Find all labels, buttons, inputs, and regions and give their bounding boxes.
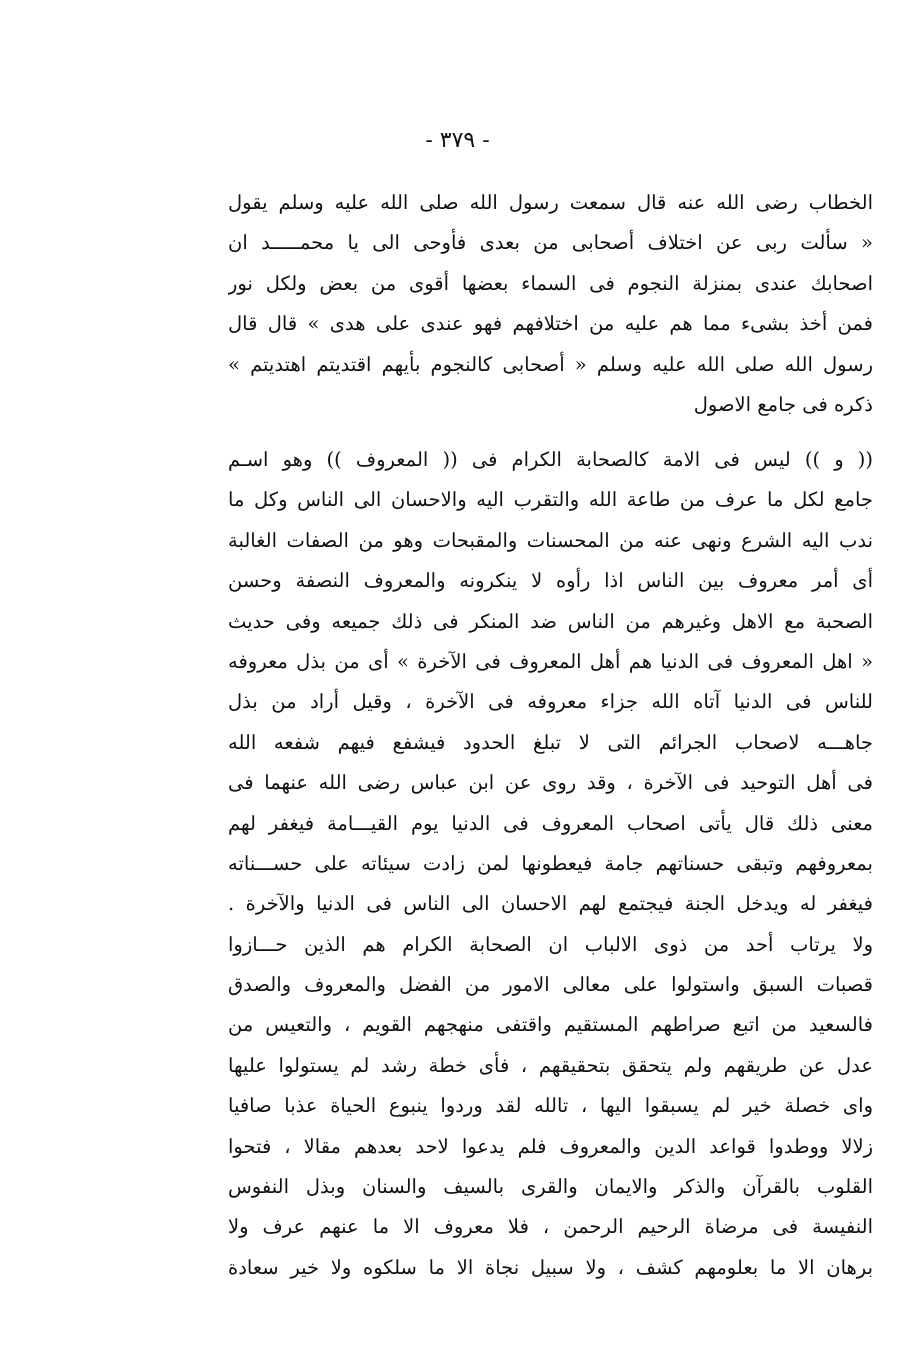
paragraph-1 xyxy=(228,183,873,425)
text-line: برهان الا ما بعلومهم كشف ، ولا سبيل نجاة الا ما سلكوه ولا خير سعادة xyxy=(228,1255,873,1279)
text-line: ندب اليه الشرع ونهى عنه من المحسنات والمقبحات وهو من الصفات الغالبة xyxy=(228,528,873,552)
text-line: فى أهل التوحيد فى الآخرة ، وقد روى عن ابن عباس رضى الله عنهما فى xyxy=(228,771,873,795)
text-line: واى خصلة خير لم يسبقوا اليها ، تالله لقد وردوا ينبوع الحياة عذبا صافيا xyxy=(228,1094,873,1118)
text-line: جاهـــه لاصحاب الجرائم التى لا تبلغ الحدود فيشفع فيهم شفعه الله xyxy=(228,730,873,754)
text-line: (( و )) ليس فى الامة كالصحابة الكرام فى (( المعروف )) وهو اسـم xyxy=(228,448,873,471)
paragraph-2 xyxy=(228,440,873,1288)
text-line: للناس فى الدنيا آتاه الله جزاء معروفه فى الآخرة ، وقيل أراد من بذل xyxy=(228,690,873,714)
text-line: فيغفر له ويدخل الجنة فيجتمع لهم الاحسان الى الناس فى الدنيا والآخرة . xyxy=(228,892,873,916)
text-line: النفيسة فى مرضاة الرحيم الرحمن ، فلا معروف الا ما عنهم عرف ولا xyxy=(228,1215,873,1239)
text-line: رسول الله صلى الله عليه وسلم « أصحابى كالنجوم بأيهم اقتديتم اهتديتم » xyxy=(228,352,873,376)
text-line: « سألت ربى عن اختلاف أصحابى من بعدى فأوحى الى يا محمـــــد ان xyxy=(228,231,873,255)
text-line: القلوب بالقرآن والذكر والايمان والقرى بالسيف والسنان وبذل النفوس xyxy=(228,1175,873,1199)
text-line: قصبات السبق واستولوا على معالى الامور من الفضل والمعروف والصدق xyxy=(228,973,873,997)
text-line: « اهل المعروف فى الدنيا هم أهل المعروف فى الآخرة » أى من بذل معروفه xyxy=(228,649,873,673)
text-line: عدل عن طريقهم ولم يتحقق بتحقيقهم ، فأى خطة رشد لم يستولوا عليها xyxy=(228,1053,873,1077)
text-line: فالسعيد من اتبع صراطهم المستقيم واقتفى منهجهم القويم ، والتعيس من xyxy=(228,1013,873,1037)
text-line: بمعروفهم وتبقى حسناتهم جامة فيعطونها لمن زادت سيئاته على حســـناته xyxy=(228,851,873,875)
text-line: معنى ذلك قال يأتى اصحاب المعروف فى الدنيا يوم القيـــامة فيغفر لهم xyxy=(228,811,873,835)
text-line: ولا يرتاب أحد من ذوى الالباب ان الصحابة الكرام هم الذين حـــازوا xyxy=(228,932,873,956)
text-line: ذكره فى جامع الاصول xyxy=(693,392,873,416)
text-line: زلالا ووطدوا قواعد الدين والمعروف فلم يدعوا لاحد بعدهم مقالا ، فتحوا xyxy=(228,1134,873,1158)
text-line: الخطاب رضى الله عنه قال سمعت رسول الله صلى الله عليه وسلم يقول xyxy=(228,191,873,214)
page-number: - ٣٧٩ - xyxy=(425,128,490,153)
text-line: جامع لكل ما عرف من طاعة الله والتقرب اليه والاحسان الى الناس وكل ما xyxy=(228,488,873,512)
text-line: اصحابك عندى بمنزلة النجوم فى السماء بعضها أقوى من بعض ولكل نور xyxy=(228,271,873,295)
text-line: الصحبة مع الاهل وغيرهم من الناس ضد المنكر فى ذلك جميعه وفى حديث xyxy=(228,609,873,633)
text-line: أى أمر معروف بين الناس اذا رأوه لا ينكرونه والمعروف النصفة وحسن xyxy=(228,569,873,593)
text-line: فمن أخذ بشىء مما هم عليه من اختلافهم فهو عندى على هدى » قال قال xyxy=(228,312,873,336)
